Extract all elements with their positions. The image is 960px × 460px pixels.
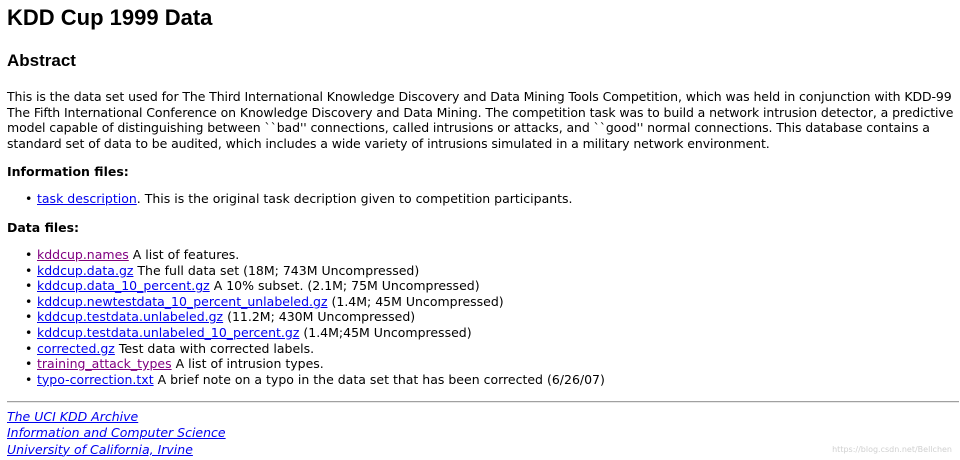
data-file-link[interactable]: kddcup.newtestdata_10_percent_unlabeled.gz	[37, 293, 328, 309]
data-file-link[interactable]: kddcup.testdata.unlabeled.gz	[37, 309, 224, 325]
task-description-link[interactable]: task description	[37, 191, 137, 206]
list-item-description: (1.4M; 45M Uncompressed)	[327, 293, 504, 309]
list-item	[25, 278, 605, 294]
data-file-link[interactable]: kddcup.data.gz	[37, 262, 134, 278]
page-title: KDD Cup 1999 Data	[7, 5, 213, 30]
bullet-icon: •	[25, 278, 33, 294]
list-item	[25, 325, 605, 341]
bullet-icon: •	[25, 324, 33, 340]
information-files-label: Information files:	[7, 164, 129, 179]
list-item-description: A list of features.	[128, 247, 240, 262]
list-item-description: . This is the original task decription given to competition participants.	[136, 191, 573, 206]
bullet-icon: •	[25, 293, 33, 309]
bullet-icon: •	[25, 340, 33, 356]
list-item-description: The full data set (18M; 743M Uncompressed)	[133, 262, 420, 278]
data-file-link[interactable]: typo-correction.txt	[37, 371, 154, 387]
bullet-icon: •	[25, 191, 33, 206]
data-files-label: Data files:	[7, 220, 80, 235]
uci-kdd-archive-link[interactable]: The UCI KDD Archive	[7, 409, 139, 424]
footer	[7, 409, 226, 458]
ics-department-link[interactable]: Information and Computer Science	[7, 425, 226, 441]
bullet-icon: •	[25, 356, 33, 372]
list-item-description: A list of intrusion types.	[171, 356, 324, 372]
list-item	[25, 263, 605, 279]
information-files-list	[25, 191, 573, 207]
list-item	[25, 309, 605, 325]
watermark: https://blog.csdn.net/Bellchen	[832, 445, 952, 454]
list-item	[25, 341, 605, 357]
bullet-icon: •	[25, 371, 33, 387]
list-item	[25, 191, 573, 207]
data-file-link[interactable]: corrected.gz	[37, 340, 115, 356]
list-item	[25, 372, 605, 388]
data-file-link[interactable]: kddcup.testdata.unlabeled_10_percent.gz	[37, 324, 300, 340]
data-file-link[interactable]: kddcup.names	[37, 247, 129, 262]
abstract-heading: Abstract	[7, 51, 76, 70]
abstract-text: This is the data set used for The Third International Knowledge Discovery and Data Mining Tools Competition, which was held in conjunction with KDD-99 The Fifth International Conference on Knowledge Discovery and Data Mining. The competition task was to build a network intrusion detector, a predictive model capable of distinguishing between ``bad'' connections, called intrusions or attacks, and ``good'' normal connections. This database contains a standard set of data to be audited, which includes a wide variety of intrusions simulated in a military network environment.	[7, 89, 954, 152]
list-item-description: (1.4M;45M Uncompressed)	[299, 324, 472, 340]
uc-irvine-link[interactable]: University of California, Irvine	[7, 441, 193, 457]
data-files-list	[25, 247, 605, 387]
list-item-description: A 10% subset. (2.1M; 75M Uncompressed)	[209, 278, 480, 294]
list-item	[25, 247, 605, 263]
data-file-link[interactable]: kddcup.data_10_percent.gz	[37, 278, 210, 294]
list-item	[25, 294, 605, 310]
list-item-description: Test data with corrected labels.	[114, 340, 315, 356]
bullet-icon: •	[25, 309, 33, 325]
list-item-description: (11.2M; 430M Uncompressed)	[223, 309, 416, 325]
bullet-icon: •	[25, 262, 33, 278]
data-file-link[interactable]: training_attack_types	[37, 356, 172, 372]
list-item	[25, 356, 605, 372]
list-item-description: A brief note on a typo in the data set that has been corrected (6/26/07)	[153, 371, 605, 387]
footer-divider	[7, 401, 959, 403]
bullet-icon: •	[25, 247, 33, 262]
